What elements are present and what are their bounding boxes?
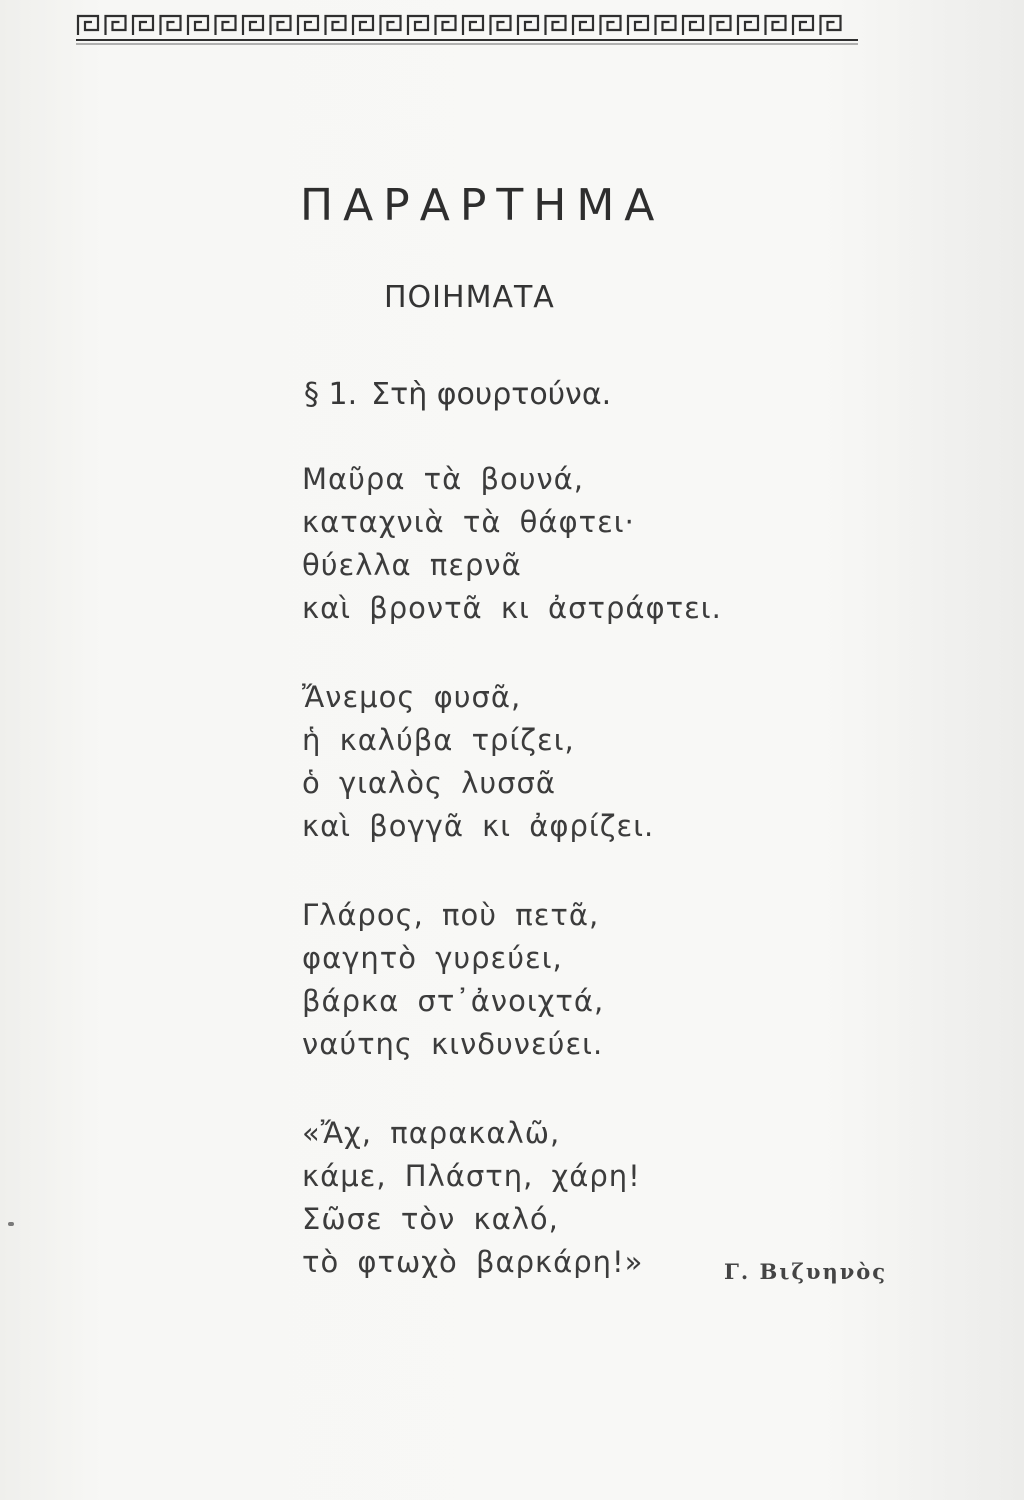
author-signature: Γ. Βιζυηνὸς [724,1259,888,1284]
meander-motif [518,16,538,35]
stanza-4 [302,1112,722,1284]
meander-motif [738,16,758,35]
meander-motif [353,16,373,35]
verse-line: κάμε, Πλάστη, χάρη! [302,1159,641,1193]
meander-motif [106,16,126,35]
meander-motif [78,16,98,35]
stanza-3 [302,894,722,1066]
meander-motif [381,16,401,35]
meander-motif [188,16,208,35]
meander-motif [436,16,456,35]
greek-meander-border [76,6,858,46]
meander-motif [821,16,841,35]
meander-motif [271,16,291,35]
verse-line: «Ἄχ, παρακαλῶ, [302,1116,561,1150]
meander-motif [546,16,566,35]
verse-line: τὸ φτωχὸ βαρκάρη!» [302,1245,644,1279]
meander-motif [766,16,786,35]
meander-motif [793,16,813,35]
meander-motif [298,16,318,35]
meander-motif [243,16,263,35]
stanza-1 [302,458,722,630]
stanza-2 [302,676,722,848]
meander-motif [463,16,483,35]
verse-line: καὶ βροντᾶ κι ἀστράφτει. [302,591,722,625]
meander-motif [683,16,703,35]
meander-motif [216,16,236,35]
verse-line: θύελλα περνᾶ [302,548,522,582]
verse-line: καὶ βογγᾶ κι ἀφρίζει. [302,809,655,843]
meander-motif [656,16,676,35]
page-subtitle: ΠΟΙΗΜΑΤΑ [384,280,555,315]
verse-line: φαγητὸ γυρεύει, [302,941,563,975]
section-heading [304,377,625,412]
verse-line: Ἄνεμος φυσᾶ, [302,680,522,714]
verse-line: Γλάρος, ποὺ πετᾶ, [302,898,600,932]
verse-line: ἡ καλύβα τρίζει, [302,723,575,757]
section-number: § 1. [304,377,358,412]
meander-motif [161,16,181,35]
meander-motif [326,16,346,35]
verse-line: καταχνιὰ τὰ θάφτει· [302,505,635,539]
verse-line: βάρκα στ᾽ἀνοιχτά, [302,984,605,1018]
page-title: ΠΑΡΑΡΤΗΜΑ [300,180,665,231]
verse-line: Σῶσε τὸν καλό, [302,1202,559,1236]
meander-motif [711,16,731,35]
paper-speck [8,1222,14,1226]
poem [302,458,722,1284]
meander-motif [491,16,511,35]
meander-motif [573,16,593,35]
section-title: Στὴ φουρτούνα. [371,377,612,412]
meander-motif [133,16,153,35]
meander-motif [601,16,621,35]
meander-motif [628,16,648,35]
verse-line: ὁ γιαλὸς λυσσᾶ [302,766,557,800]
meander-motif [408,16,428,35]
verse-line: ναύτης κινδυνεύει. [302,1027,604,1061]
verse-line: Μαῦρα τὰ βουνά, [302,462,585,496]
